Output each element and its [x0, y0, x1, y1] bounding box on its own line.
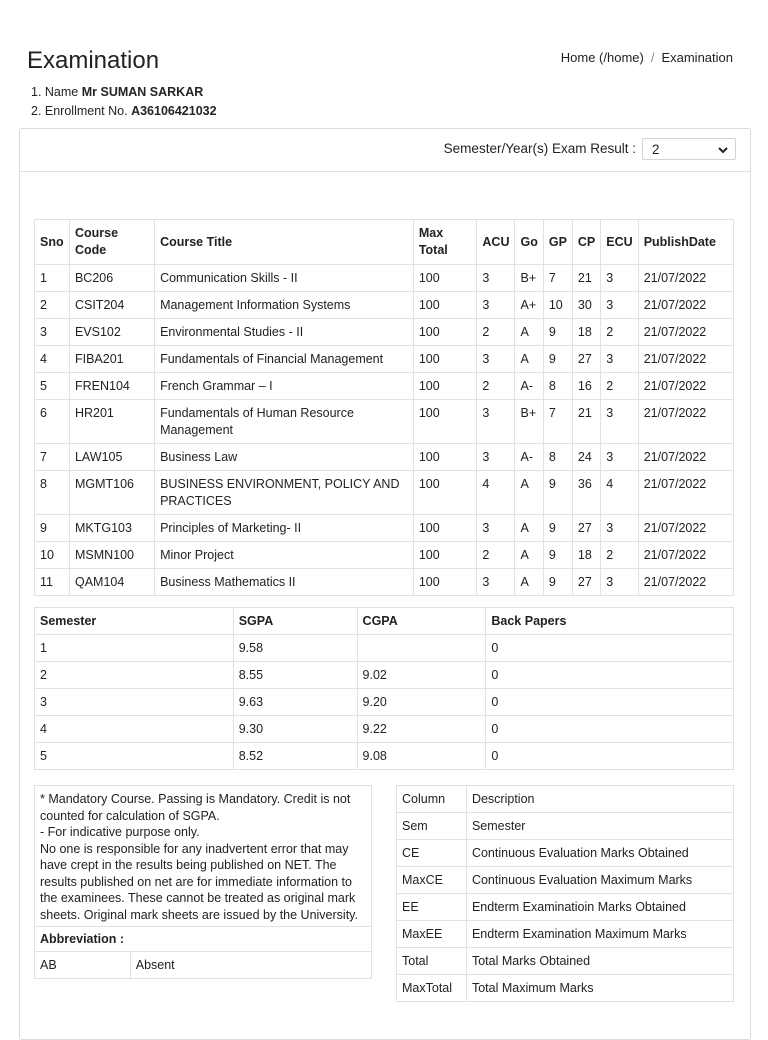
table-cell: 9.30 [233, 716, 357, 743]
table-cell: 3 [477, 400, 515, 444]
table-cell: MaxEE [397, 921, 467, 948]
results-column-header: Course Code [69, 220, 154, 265]
table-row [35, 743, 734, 770]
semester-select-value: 2 [652, 142, 660, 157]
results-column-header: ACU [477, 220, 515, 265]
table-row [397, 894, 734, 921]
table-cell: 3 [477, 292, 515, 319]
table-cell: Continuous Evaluation Marks Obtained [466, 840, 733, 867]
table-cell: A [515, 569, 543, 596]
table-cell: 9 [543, 542, 572, 569]
notes-table [34, 785, 372, 979]
column-legend-table [396, 785, 734, 1002]
table-cell: 4 [477, 471, 515, 515]
table-cell: 8 [35, 471, 70, 515]
table-row [397, 867, 734, 894]
table-cell: 5 [35, 373, 70, 400]
card-header [20, 129, 750, 172]
table-cell: MGMT106 [69, 471, 154, 515]
table-cell: 6 [35, 400, 70, 444]
table-cell: B+ [515, 400, 543, 444]
table-cell: 100 [413, 346, 477, 373]
table-row [35, 542, 734, 569]
table-cell: Total Marks Obtained [466, 948, 733, 975]
table-cell: 10 [543, 292, 572, 319]
table-cell: Management Information Systems [155, 292, 414, 319]
table-cell: 21/07/2022 [638, 471, 733, 515]
table-cell: 18 [572, 319, 600, 346]
table-cell: 2 [601, 542, 638, 569]
table-cell: 3 [477, 444, 515, 471]
table-row [35, 635, 734, 662]
table-cell: BC206 [69, 265, 154, 292]
table-cell: A [515, 542, 543, 569]
table-row [35, 265, 734, 292]
semester-select-label: Semester/Year(s) Exam Result : [443, 141, 636, 156]
table-cell: 0 [486, 743, 734, 770]
table-cell: 3 [601, 400, 638, 444]
table-cell [357, 635, 486, 662]
table-cell: 9 [543, 471, 572, 515]
table-row [35, 662, 734, 689]
semester-select[interactable] [642, 138, 736, 160]
table-cell: 9 [543, 569, 572, 596]
table-cell: MKTG103 [69, 515, 154, 542]
table-cell: 9 [543, 515, 572, 542]
table-cell: 2 [477, 319, 515, 346]
table-cell: 100 [413, 569, 477, 596]
table-cell: 9.58 [233, 635, 357, 662]
student-name-line [31, 83, 217, 102]
table-cell: 7 [543, 265, 572, 292]
results-table [34, 219, 734, 596]
table-cell: Semester [466, 813, 733, 840]
table-cell: 21/07/2022 [638, 346, 733, 373]
table-cell: 0 [486, 689, 734, 716]
table-cell: HR201 [69, 400, 154, 444]
table-cell: A [515, 515, 543, 542]
table-row [397, 840, 734, 867]
abbreviation-heading: Abbreviation : [35, 927, 372, 952]
table-cell: 3 [601, 265, 638, 292]
table-cell: French Grammar – I [155, 373, 414, 400]
table-row [35, 569, 734, 596]
table-cell: A+ [515, 292, 543, 319]
table-cell: 0 [486, 716, 734, 743]
table-cell: 100 [413, 444, 477, 471]
table-cell: Principles of Marketing- II [155, 515, 414, 542]
summary-column-header: Back Papers [486, 608, 734, 635]
table-cell: 9 [543, 319, 572, 346]
table-cell: A [515, 319, 543, 346]
table-cell: Continuous Evaluation Maximum Marks [466, 867, 733, 894]
table-cell: 24 [572, 444, 600, 471]
table-cell: 8.52 [233, 743, 357, 770]
table-cell: A- [515, 373, 543, 400]
table-cell: FREN104 [69, 373, 154, 400]
table-cell: 9.02 [357, 662, 486, 689]
table-cell: Business Law [155, 444, 414, 471]
table-cell: Business Mathematics II [155, 569, 414, 596]
table-cell: 4 [35, 716, 234, 743]
table-cell: 21/07/2022 [638, 444, 733, 471]
table-cell: 3 [477, 265, 515, 292]
table-row [397, 786, 734, 813]
table-cell: 9.20 [357, 689, 486, 716]
table-cell: A [515, 471, 543, 515]
table-cell: 21/07/2022 [638, 373, 733, 400]
breadcrumb [561, 50, 733, 65]
summary-column-header: Semester [35, 608, 234, 635]
table-cell: Endterm Examination Maximum Marks [466, 921, 733, 948]
table-cell: 21/07/2022 [638, 542, 733, 569]
table-cell: 27 [572, 569, 600, 596]
table-cell: 27 [572, 346, 600, 373]
table-cell: 8 [543, 373, 572, 400]
table-cell: 36 [572, 471, 600, 515]
table-cell: 7 [543, 400, 572, 444]
table-row [397, 813, 734, 840]
table-cell: 3 [601, 346, 638, 373]
abbr-code: AB [35, 952, 131, 979]
table-cell: 11 [35, 569, 70, 596]
table-row [35, 444, 734, 471]
table-cell: 100 [413, 373, 477, 400]
table-cell: 2 [35, 662, 234, 689]
table-cell: EE [397, 894, 467, 921]
table-cell: 9.22 [357, 716, 486, 743]
table-cell: MaxCE [397, 867, 467, 894]
table-cell: 2 [601, 319, 638, 346]
results-column-header: Go [515, 220, 543, 265]
table-cell: Endterm Examinatioin Marks Obtained [466, 894, 733, 921]
table-cell: 100 [413, 515, 477, 542]
table-cell: 3 [477, 346, 515, 373]
table-cell: 10 [35, 542, 70, 569]
table-cell: Minor Project [155, 542, 414, 569]
table-cell: 3 [35, 689, 234, 716]
table-cell: 3 [601, 515, 638, 542]
table-row [35, 292, 734, 319]
table-cell: 21 [572, 400, 600, 444]
table-cell: 100 [413, 292, 477, 319]
breadcrumb-home-link[interactable]: Home (/home) [560, 50, 644, 65]
table-cell: 100 [413, 471, 477, 515]
table-cell: 4 [35, 346, 70, 373]
table-cell: 9 [35, 515, 70, 542]
table-row [35, 400, 734, 444]
table-row [35, 689, 734, 716]
results-column-header: CP [572, 220, 600, 265]
table-cell: Total [397, 948, 467, 975]
table-row [35, 346, 734, 373]
table-row [35, 373, 734, 400]
table-row [35, 515, 734, 542]
table-cell: A [515, 346, 543, 373]
table-cell: MaxTotal [397, 975, 467, 1002]
abbr-meaning: Absent [130, 952, 371, 979]
student-info [31, 83, 217, 120]
page-title: Examination [27, 47, 160, 74]
semester-summary-table [34, 607, 734, 770]
table-cell: 100 [413, 542, 477, 569]
table-cell: 1 [35, 635, 234, 662]
table-cell: 7 [35, 444, 70, 471]
results-column-header: Sno [35, 220, 70, 265]
table-cell: Fundamentals of Human Resource Management [155, 400, 414, 444]
breadcrumb-separator: / [650, 50, 655, 65]
table-cell: A- [515, 444, 543, 471]
table-cell: 21/07/2022 [638, 265, 733, 292]
breadcrumb-current: Examination [661, 50, 733, 65]
table-cell: 1 [35, 265, 70, 292]
table-cell: B+ [515, 265, 543, 292]
enrollment-label: 2. Enrollment No. [31, 103, 128, 118]
results-column-header: Max Total [413, 220, 477, 265]
table-cell: CSIT204 [69, 292, 154, 319]
summary-column-header: SGPA [233, 608, 357, 635]
table-cell: CE [397, 840, 467, 867]
table-cell: 8.55 [233, 662, 357, 689]
table-cell: BUSINESS ENVIRONMENT, POLICY AND PRACTICES [155, 471, 414, 515]
table-cell: Sem [397, 813, 467, 840]
table-cell: 21/07/2022 [638, 400, 733, 444]
table-cell: Description [466, 786, 733, 813]
name-label: 1. Name [31, 85, 79, 99]
table-cell: 0 [486, 662, 734, 689]
table-cell: 21 [572, 265, 600, 292]
table-cell: 21/07/2022 [638, 292, 733, 319]
table-cell: Column [397, 786, 467, 813]
table-cell: 5 [35, 743, 234, 770]
table-cell: FIBA201 [69, 346, 154, 373]
results-column-header: PublishDate [638, 220, 733, 265]
disclaimer-text: * Mandatory Course. Passing is Mandatory. Credit is not counted for calculation of SGPA. - For indicative purpose only. No one is responsible for any inadvertent error that may have crept in the results being published on NET. The results published on net are for immediate information to the examinees. These cannot be treated as original mark sheets. Original mark sheets are issued by the University. [35, 786, 372, 927]
chevron-down-icon [717, 139, 729, 167]
table-cell: 18 [572, 542, 600, 569]
enrollment-line [31, 102, 217, 121]
table-row [35, 716, 734, 743]
table-row [35, 471, 734, 515]
table-cell: 27 [572, 515, 600, 542]
table-cell: Communication Skills - II [155, 265, 414, 292]
table-cell: 3 [601, 444, 638, 471]
table-cell: 9 [543, 346, 572, 373]
table-cell: MSMN100 [69, 542, 154, 569]
table-cell: 3 [477, 569, 515, 596]
table-cell: 100 [413, 319, 477, 346]
results-column-header: Course Title [155, 220, 414, 265]
table-cell: 0 [486, 635, 734, 662]
table-cell: 21/07/2022 [638, 319, 733, 346]
summary-column-header: CGPA [357, 608, 486, 635]
table-row [397, 921, 734, 948]
table-cell: 21/07/2022 [638, 569, 733, 596]
table-cell: 3 [601, 292, 638, 319]
table-cell: 3 [35, 319, 70, 346]
table-cell: Fundamentals of Financial Management [155, 346, 414, 373]
table-cell: 4 [601, 471, 638, 515]
table-row [397, 948, 734, 975]
table-cell: 100 [413, 400, 477, 444]
table-cell: 8 [543, 444, 572, 471]
table-cell: 2 [477, 373, 515, 400]
results-column-header: ECU [601, 220, 638, 265]
table-cell: EVS102 [69, 319, 154, 346]
enrollment-number: A36106421032 [131, 103, 217, 118]
table-cell: 100 [413, 265, 477, 292]
table-cell: 21/07/2022 [638, 515, 733, 542]
table-cell: 2 [35, 292, 70, 319]
table-cell: 16 [572, 373, 600, 400]
table-cell: QAM104 [69, 569, 154, 596]
results-column-header: GP [543, 220, 572, 265]
table-row [397, 975, 734, 1002]
table-row [35, 319, 734, 346]
table-cell: 9.08 [357, 743, 486, 770]
student-name: Mr SUMAN SARKAR [81, 85, 204, 99]
table-cell: Total Maximum Marks [466, 975, 733, 1002]
table-cell: Environmental Studies - II [155, 319, 414, 346]
table-cell: 2 [601, 373, 638, 400]
table-cell: 3 [601, 569, 638, 596]
table-cell: 2 [477, 542, 515, 569]
table-cell: 30 [572, 292, 600, 319]
table-cell: 9.63 [233, 689, 357, 716]
table-cell: 3 [477, 515, 515, 542]
table-cell: LAW105 [69, 444, 154, 471]
